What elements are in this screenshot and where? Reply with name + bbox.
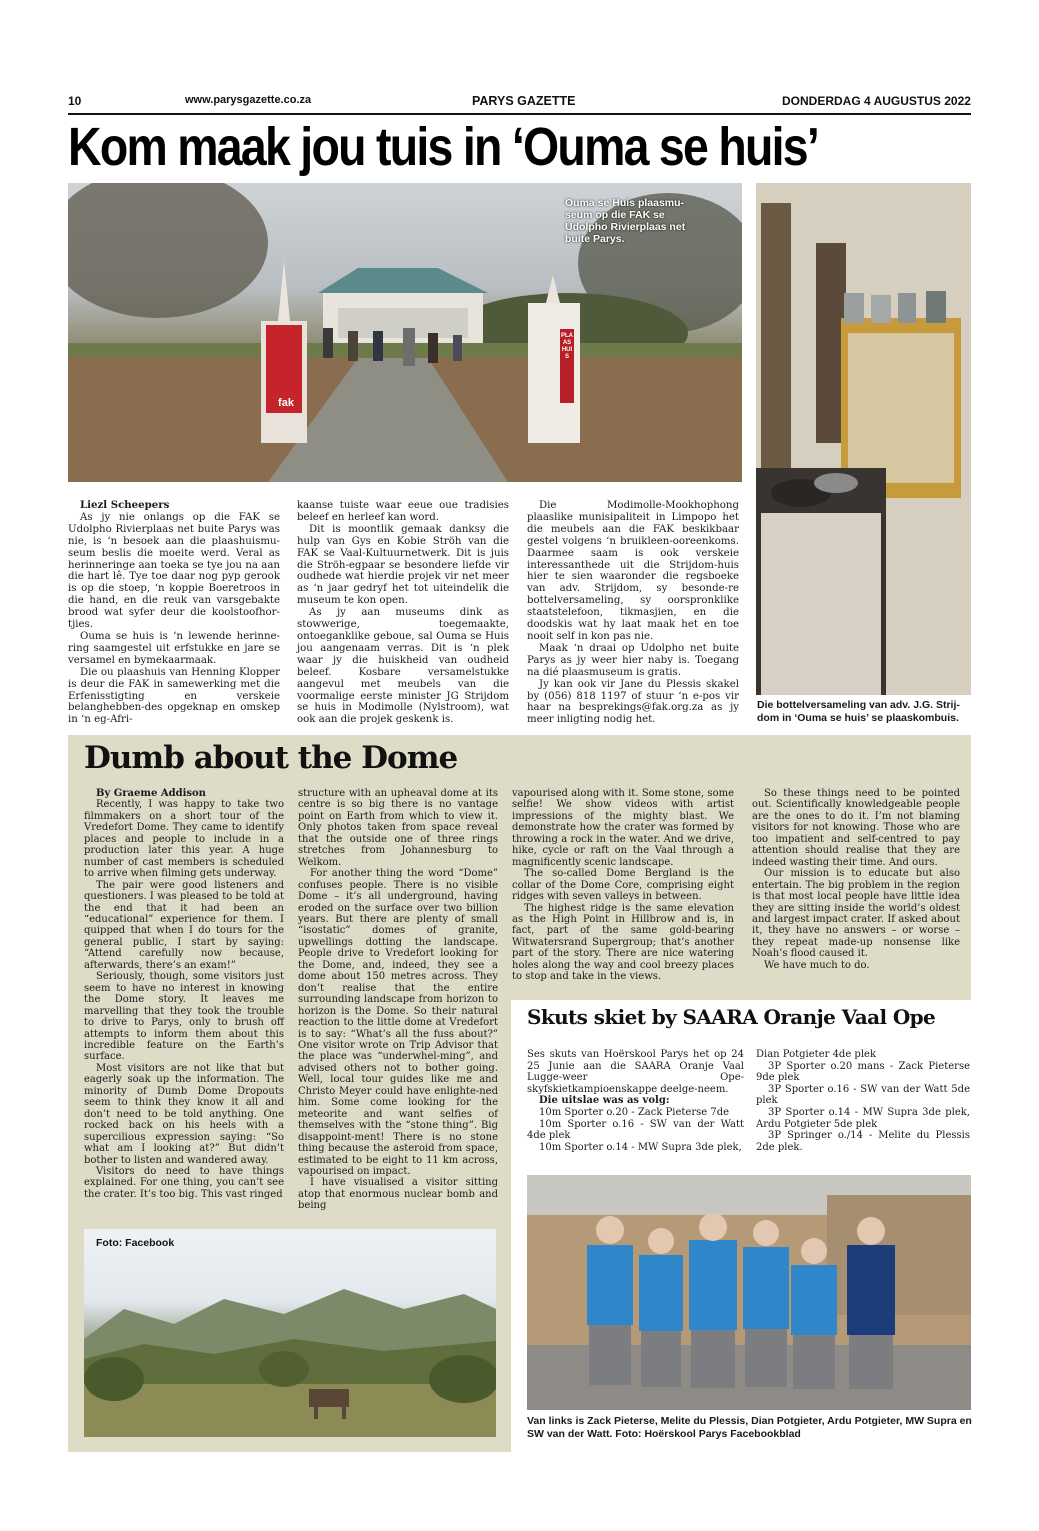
result-line: 10m Sporter o.16 - SW van der Watt 4de plek	[527, 1118, 744, 1142]
farmhouse-photo	[68, 183, 742, 482]
paragraph: Ses skuts van Hoërskool Parys het op 24 25 Junie aan die SAARA Oranje Vaal Lugge-weer Ope-skyfskietkampioenskappe deelge-neem.	[527, 1049, 744, 1095]
dome-landscape-photo	[84, 1229, 496, 1437]
dome-article-col-4	[752, 788, 960, 971]
result-line: 10m Sporter o.20 - Zack Pieterse 7de	[539, 1106, 730, 1118]
paragraph: Dit is moontlik gemaak danksy die hulp van Gys en Kobie Ströh van die FAK se Vaal-Kultuurnetwerk. Dit is juis die Ströh-egpaar se besondere liefde vir oudhede wat hierdie projek vir net meer as ‘n jaar gedryf het tot uiteindelik die museum te kon open.	[297, 523, 509, 607]
paragraph: I have visualised a visitor sitting atop that enormous nuclear bomb and being	[298, 1177, 498, 1212]
paragraph: Maak ‘n draai op Udolpho net buite Parys as jy weer hier naby is. Toegang na dié plaasmuseum is gratis.	[527, 642, 739, 678]
paragraph: Die ou plaashuis van Henning Klopper is deur die FAK in samewerking met die Erfenisstigting en verskeie belanghebben-des opgeknap en omskep in ‘n eg-Afri-	[68, 666, 280, 726]
paragraph: Most visitors are not like that but eagerly soak up the information. The minority of Dumb Dome Dropouts seem to think they know it all and don’t need to be told anything. One rocked back on his heels with a supercilious expression saying: “So what am I looking at?” But didn’t bother to listen and wandered away.	[84, 1062, 284, 1166]
paragraph: Jy kan ook vir Jane du Plessis skakel by (056) 818 1197 of stuur ‘n e-pos vir haar na besprekings@fak.org.za as jy meer inligting nodig het.	[527, 678, 739, 726]
dome-landscape-scene	[84, 1229, 496, 1437]
result-line: 10m Sporter o.14 - MW Supra 3de plek,	[539, 1141, 742, 1153]
paragraph: The so-called Dome Bergland is the collar of the Dome Core, comprising eight ridges with seven valleys in between.	[512, 868, 734, 903]
paragraph: The highest ridge is the same elevation as the High Point in Hillbrow and is, in fact, part of the same gold-bearing Witwatersrand Supergroup; that’s another part of the story. There are nice watering holes along the way and cool breezy places to stop and take in the views.	[512, 902, 734, 983]
paragraph: Ouma se huis is ‘n lewende herinne-ring saamgestel uit erfstukke en jare se versamel en bymekaarmaak.	[68, 630, 280, 666]
result-line: 3P Sporter o.14 - MW Supra 3de plek, Ardu Potgieter 5de plek	[756, 1106, 970, 1130]
paragraph: Our mission is to educate but also entertain. The big problem in the region is that most local people have little idea they are sitting inside the world’s oldest and largest impact crater. If asked about it, they have no answers – or worse – they repeat made-up nonsense like Noah’s flood caused it.	[752, 868, 960, 960]
sign-plaashuis-label: PLAASHUIS	[561, 333, 573, 360]
headline: Kom maak jou tuis in ‘Ouma se huis’	[68, 117, 819, 177]
page-number: 10	[68, 94, 82, 108]
skuts-title: Skuts skiet by SAARA Oranje Vaal Ope	[527, 1005, 936, 1029]
paragraph: Recently, I was happy to take two filmmakers on a short tour of the Vredefort Dome. They came to identify places and people to include in a production later this year. A huge number of cast members is scheduled to arrive when filming gets underway.	[84, 799, 284, 880]
shooters-photo	[527, 1175, 971, 1410]
paragraph: As jy nie onlangs op die FAK se Udolpho Rivierplaas net buite Parys was nie, is ‘n besoek aan die plaashuismu-seum beslis die moeite werd. Veral as herinneringe aan toeka se tye jou na aan die hart lê. Tye toe daar nog pyp gerook is op die stoep, ‘n koppie Boeretroos in die hand, en die reuk van varsgebakte brood wat syfer deur die koolstoofhor-tjies.	[68, 511, 280, 631]
paragraph: Seriously, though, some visitors just seem to have no interest in knowing the Dome story. It leaves me marvelling that they took the trouble to drive to Parys, only to brush off attempts to inform them about this incredible feature on the Earth’s surface.	[84, 971, 284, 1063]
kitchen-photo-caption: Die bottelversameling van adv. J.G. Strij-dom in ‘Ouma se huis’ se plaaskombuis.	[757, 699, 960, 724]
kitchen-scene	[756, 183, 971, 695]
dome-article-col-2	[298, 788, 498, 1212]
paragraph: Die Modimolle-Mookhophong plaaslike munisipaliteit in Limpopo het die meubels aan die FAK beskikbaar gestel volgens ‘n bruikleen-ooreenkoms. Daarmee saam is ook verskeie interessanthede uit die Strijdom-huis hier te sien waaronder die regsboeke van adv. Strijdom, sy besonde-re bottelversameling, sy oorspronklike staatstelefoon, tikmasjien, en die doodskis wat hy laat maak het en toe nooit self in kon pas nie.	[527, 500, 739, 642]
skuts-article-col-1	[527, 1049, 744, 1153]
paragraph: vapourised along with it. Some stone, some selfie! We show videos with artist impressions of the mighty blast. We demonstrate how the crater was formed by throwing a rock in the water. And we drive, hike, cycle or raft on the Vaal through a magnificently scenic landscape.	[512, 788, 734, 868]
result-line: Dian Potgieter 4de plek	[756, 1049, 877, 1060]
skuts-article-col-2	[756, 1049, 970, 1153]
dome-byline: By Graeme Addison	[96, 788, 206, 799]
dome-title: Dumb about the Dome	[84, 740, 458, 776]
paragraph: As jy aan museums dink as stowwerige, toegemaakte, ontoeganklike geboue, sal Ouma se Huis jou aangenaam verras. Dit is ‘n plek waar jy die huiskheid van oudheid beleef. Kosbare versamelstukke aangevul met meubels van die voormalige eerste minister JG Strijdom se huis in Modimolle (Nylstroom), wat ook aan die projek geskenk is.	[297, 607, 509, 726]
shooters-photo-caption: Van links is Zack Pieterse, Melite du Plessis, Dian Potgieter, Ardu Potgieter, MW Supra en SW van der Watt. Foto: Hoërskool Parys Facebookblad	[527, 1415, 972, 1440]
kitchen-photo	[756, 183, 971, 695]
paragraph: The pair were good listeners and questioners. I was pleased to be told at the end that it had been an “educational” experience for them. I quipped that when I do tours for the general public, I start by saying: “Attend carefully now because, afterwards, there’s an exam!”	[84, 879, 284, 971]
result-line: 3P Sporter o.20 mans - Zack Pieterse 9de plek	[756, 1060, 970, 1084]
dome-photo-credit: Foto: Facebook	[96, 1237, 175, 1249]
main-photo-caption: Ouma se Huis plaasmu-seum op die FAK se Udolpho Rivierplaas net buite Parys.	[565, 197, 686, 245]
website: www.parysgazette.co.za	[185, 94, 312, 106]
result-line: 3P Springer o./14 - Melite du Plessis 2de plek.	[756, 1130, 970, 1153]
paragraph: So these things need to be pointed out. Scientifically knowledgeable people are the ones to do it. I’m not blaming visitors for not knowing. Those who are too impatient and self-centred to pay attention should realise that they are indeed wasting their time. And ours.	[752, 788, 960, 868]
results-heading: Die uitslae was as volg:	[539, 1095, 670, 1107]
ouma-byline: Liezl Scheepers	[80, 499, 170, 511]
dome-article-col-1	[84, 788, 284, 1200]
paper-name: PARYS GAZETTE	[472, 94, 576, 108]
paragraph: kaanse tuiste waar eeue oue tradisies beleef en herleef kan word.	[297, 500, 509, 523]
paragraph: structure with an upheaval dome at its centre is so big there is no vantage point on Earth from which to view it. Only photos taken from space reveal that the outside one of three rings stretches from Johannesburg to Welkom.	[298, 788, 498, 868]
paragraph: Visitors do need to have things explained. For one thing, you can’t see the crater. It’s too big. This vast ringed	[84, 1165, 284, 1200]
ouma-article-col-2	[297, 500, 509, 726]
issue-date: DONDERDAG 4 AUGUSTUS 2022	[782, 94, 971, 108]
shooters-scene	[527, 1175, 971, 1410]
result-line: 3P Sporter o.16 - SW van der Watt 5de plek	[756, 1083, 970, 1107]
paragraph: For another thing the word “Dome” confuses people. There is no visible Dome – it’s all underground, having eroded on the surface over two billion years. But there are plenty of small “isostatic” domes of granite, upwellings dotting the landscape. People drive to Vredefort looking for the Dome, and, indeed, they see a dome about 150 metres across. They don’t realise that the entire surrounding landscape from horizon to horizon is the Dome. So their natural reaction to the little dome at Vredefort is to say: “What’s all the fuss about?” One visitor wrote on Trip Advisor that the place was “underwhel-ming”, and advised others not to bother going. Well, local tour guides like me and Christo Meyer could have enlighte-ned him. Some come looking for the meteorite and want selfies of themselves with the “stone thing”. Big disappoint-ment! There is no stone thing because the asteroid from space, estimated to be eight to 11 km across, vapourised on impact.	[298, 868, 498, 1177]
ouma-article-col-3	[527, 500, 739, 726]
dome-article-col-3	[512, 788, 734, 983]
paragraph: We have much to do.	[764, 959, 870, 971]
sign-fak-label: fak	[278, 397, 294, 409]
ouma-article-col-1	[68, 500, 280, 726]
